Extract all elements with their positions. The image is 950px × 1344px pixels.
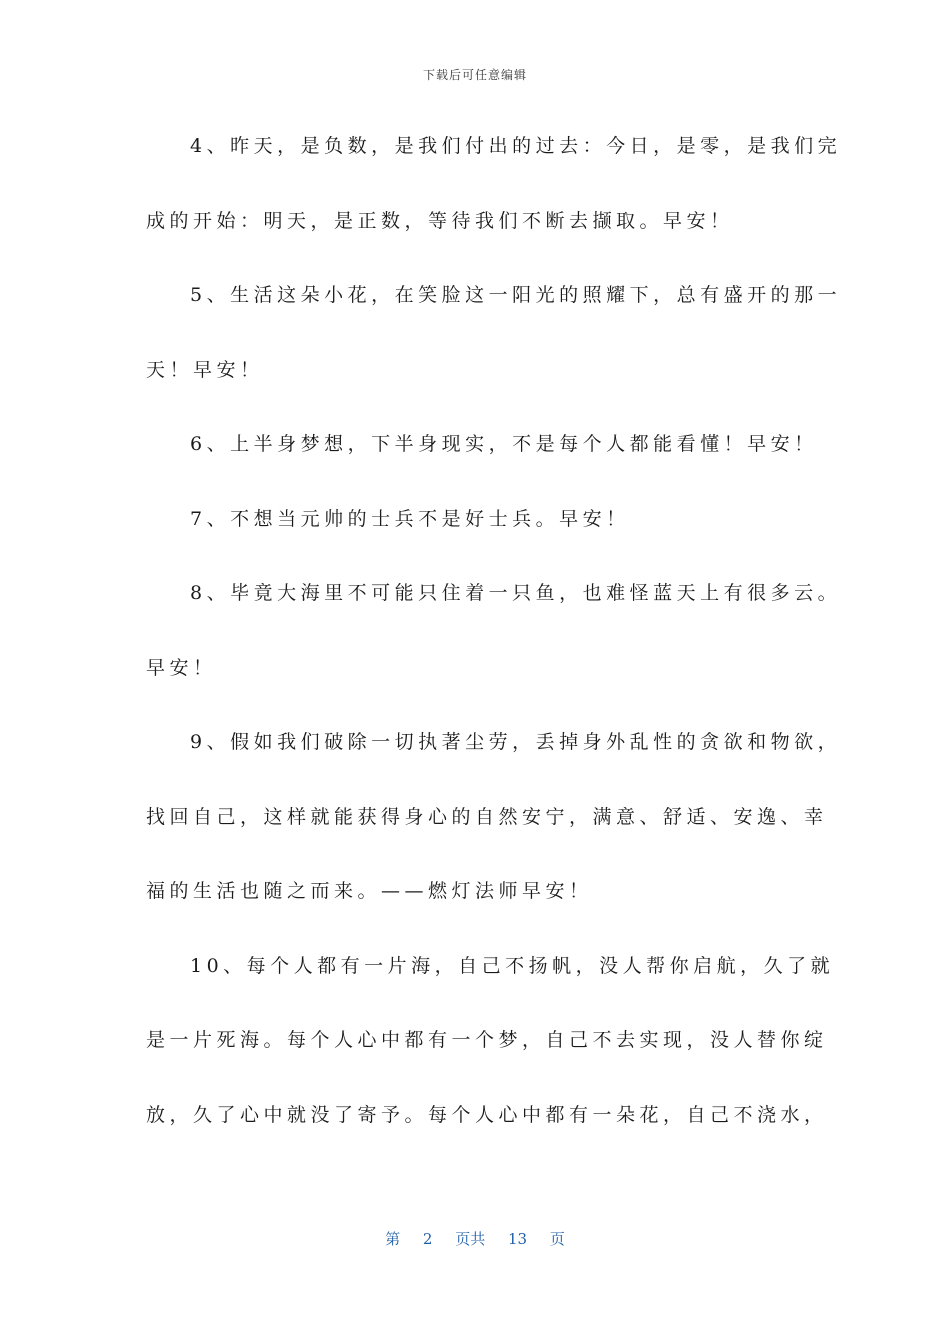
page-header: 下载后可任意编辑 bbox=[422, 68, 527, 82]
footer-middle: 页共 bbox=[455, 1230, 486, 1248]
footer-prefix: 第 bbox=[385, 1230, 401, 1248]
text-line-6: 7、不想当元帅的士兵不是好士兵。早安！ bbox=[190, 507, 630, 530]
text-line-8: 早安！ bbox=[146, 656, 217, 679]
page-footer bbox=[0, 1228, 950, 1249]
footer-total-pages: 13 bbox=[508, 1230, 528, 1248]
text-line-2: 成的开始：明天，是正数，等待我们不断去撷取。早安！ bbox=[146, 209, 734, 232]
text-line-4: 天！早安！ bbox=[146, 358, 264, 381]
text-line-9: 9、假如我们破除一切执著尘劳，丢掉身外乱性的贪欲和物欲， bbox=[190, 731, 842, 753]
text-line-3: 5、生活这朵小花，在笑脸这一阳光的照耀下，总有盛开的那一 bbox=[190, 284, 842, 306]
text-line-11: 福的生活也随之而来。——燃灯法师早安！ bbox=[146, 880, 593, 902]
text-line-14: 放，久了心中就没了寄予。每个人心中都有一朵花，自己不浇水， bbox=[146, 1103, 828, 1126]
text-line-13: 是一片死海。每个人心中都有一个梦，自己不去实现，没人替你绽 bbox=[146, 1029, 828, 1051]
text-line-10: 找回自己，这样就能获得身心的自然安宁，满意、舒适、安逸、幸 bbox=[146, 805, 828, 828]
document-body bbox=[146, 128, 842, 1171]
footer-suffix: 页 bbox=[549, 1230, 565, 1248]
text-line-1: 4、昨天，是负数，是我们付出的过去：今日，是零，是我们完 bbox=[190, 135, 842, 157]
text-line-12: 10、每个人都有一片海，自己不扬帆，没人帮你启航，久了就 bbox=[190, 954, 835, 977]
footer-page-number: 2 bbox=[422, 1230, 433, 1248]
text-line-7: 8、毕竟大海里不可能只住着一只鱼，也难怪蓝天上有很多云。 bbox=[190, 582, 842, 604]
text-line-5: 6、上半身梦想，下半身现实，不是每个人都能看懂！早安！ bbox=[190, 433, 818, 455]
